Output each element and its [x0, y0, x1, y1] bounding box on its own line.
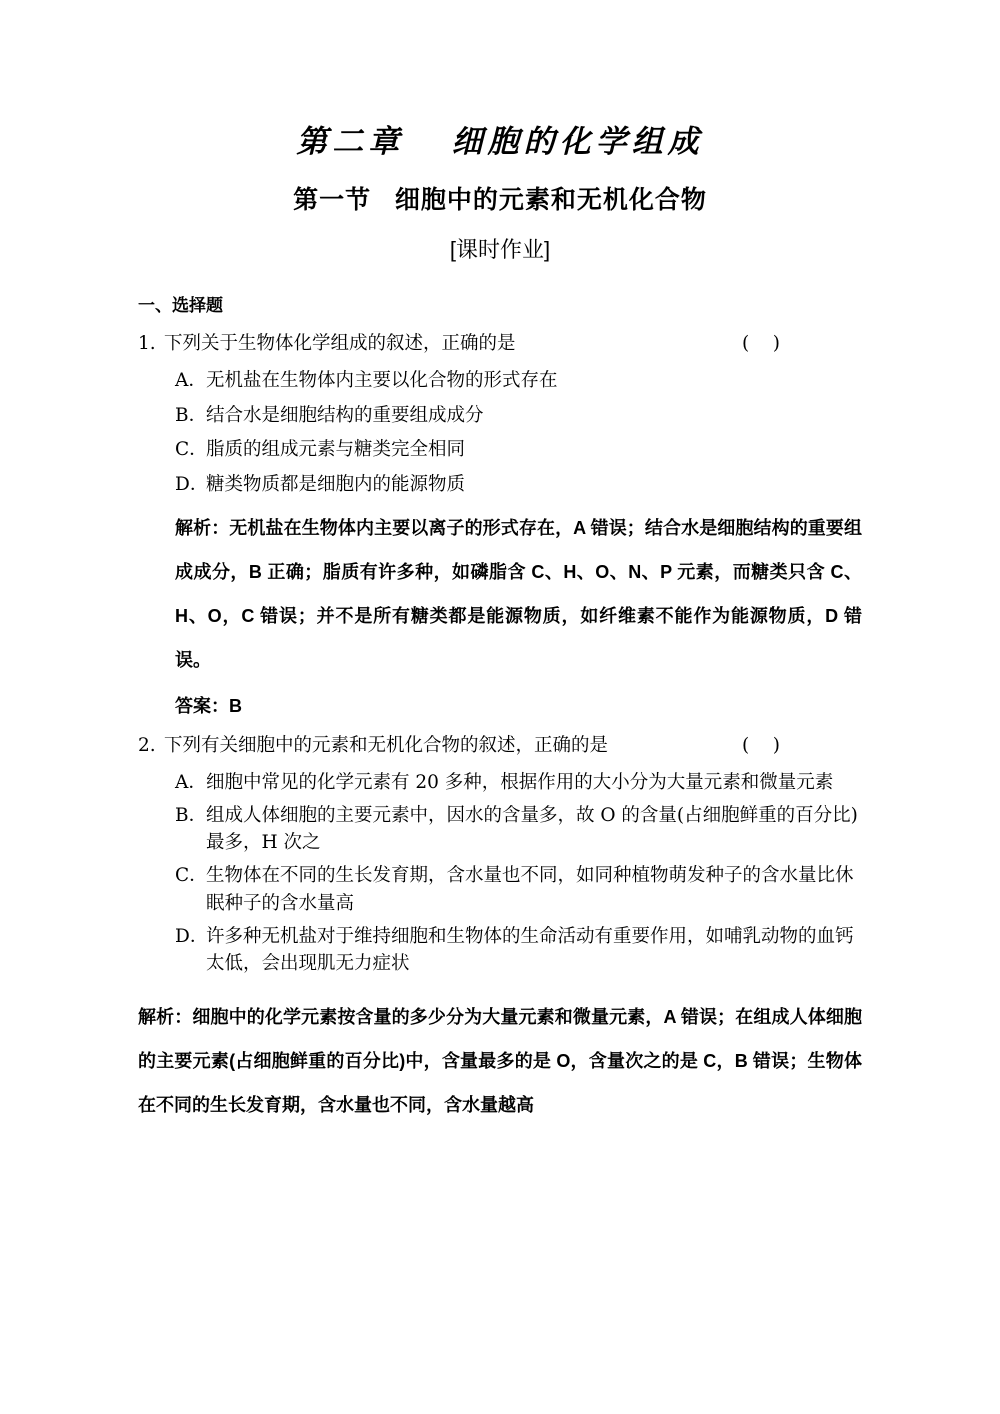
option-d: [138, 923, 862, 979]
option-c: [138, 436, 862, 464]
question-text: 下列有关细胞中的元素和无机化合物的叙述，正确的是: [164, 735, 609, 757]
option-text: 细胞中常见的化学元素有 20 多种，根据作用的大小分为大量元素和微量元素: [206, 771, 834, 793]
question-number: 2.: [138, 735, 156, 757]
section-title: 第一节 细胞中的元素和无机化合物: [293, 186, 707, 215]
part-heading-multiple-choice: 一、选择题: [138, 296, 223, 315]
explanation-text: 解析：细胞中的化学元素按含量的多少分为大量元素和微量元素，A 错误；在组成人体细胞的主要元素(占细胞鲜重的百分比)中，含量最多的是 O，含量次之的是 C，B 错误；生物体在不同的生长发育期，含水量也不同，含水量越高: [138, 1007, 862, 1116]
option-label: D．: [175, 474, 209, 496]
option-label: B．: [175, 404, 208, 426]
content-body: [138, 295, 862, 1127]
answer-bracket: ( ): [742, 735, 780, 757]
question-number: 1.: [138, 333, 156, 355]
option-label: B．: [175, 804, 208, 826]
answer-bracket: ( ): [742, 333, 780, 355]
option-text: 组成人体细胞的主要元素中，因水的含量多，故 O 的含量(占细胞鲜重的百分比)最多，H 次之: [206, 804, 858, 854]
chapter-title: 第二章 细胞的化学组成: [296, 124, 704, 160]
option-label: A．: [175, 771, 207, 793]
option-label: D．: [175, 925, 209, 947]
answer-text: 答案：B: [175, 696, 242, 717]
option-text: 结合水是细胞结构的重要组成成分: [206, 404, 484, 426]
option-text: 许多种无机盐对于维持细胞和生物体的生命活动有重要作用，如哺乳动物的血钙太低，会出现肌无力症状: [206, 925, 854, 975]
question-text: 下列关于生物体化学组成的叙述，正确的是: [164, 333, 516, 355]
option-text: 脂质的组成元素与糖类完全相同: [206, 439, 466, 461]
worksheet-tag: [课时作业]: [449, 237, 551, 263]
question-stem: [138, 733, 862, 760]
option-d: [138, 471, 862, 499]
option-a: [138, 769, 862, 797]
option-text: 无机盐在生物体内主要以化合物的形式存在: [206, 369, 558, 391]
option-text: 糖类物质都是细胞内的能源物质: [206, 474, 466, 496]
option-c: [138, 862, 862, 918]
option-a: [138, 367, 862, 395]
question-stem: [138, 331, 862, 358]
option-label: A．: [175, 369, 207, 391]
option-text: 生物体在不同的生长发育期，含水量也不同，如同种植物萌发种子的含水量比休眠种子的含水量高: [206, 865, 854, 914]
explanation-text: 解析：无机盐在生物体内主要以离子的形式存在，A 错误；结合水是细胞结构的重要组成成分，B 正确；脂质有许多种，如磷脂含 C、H、O、N、P 元素，而糖类只含 C、H、O，C 错误；并不是所有糖类都是能源物质，如纤维素不能作为能源物质，D 错误。: [175, 517, 862, 671]
option-b: [138, 802, 862, 858]
option-label: C．: [175, 439, 208, 461]
option-label: C．: [175, 865, 208, 887]
option-b: [138, 402, 862, 430]
